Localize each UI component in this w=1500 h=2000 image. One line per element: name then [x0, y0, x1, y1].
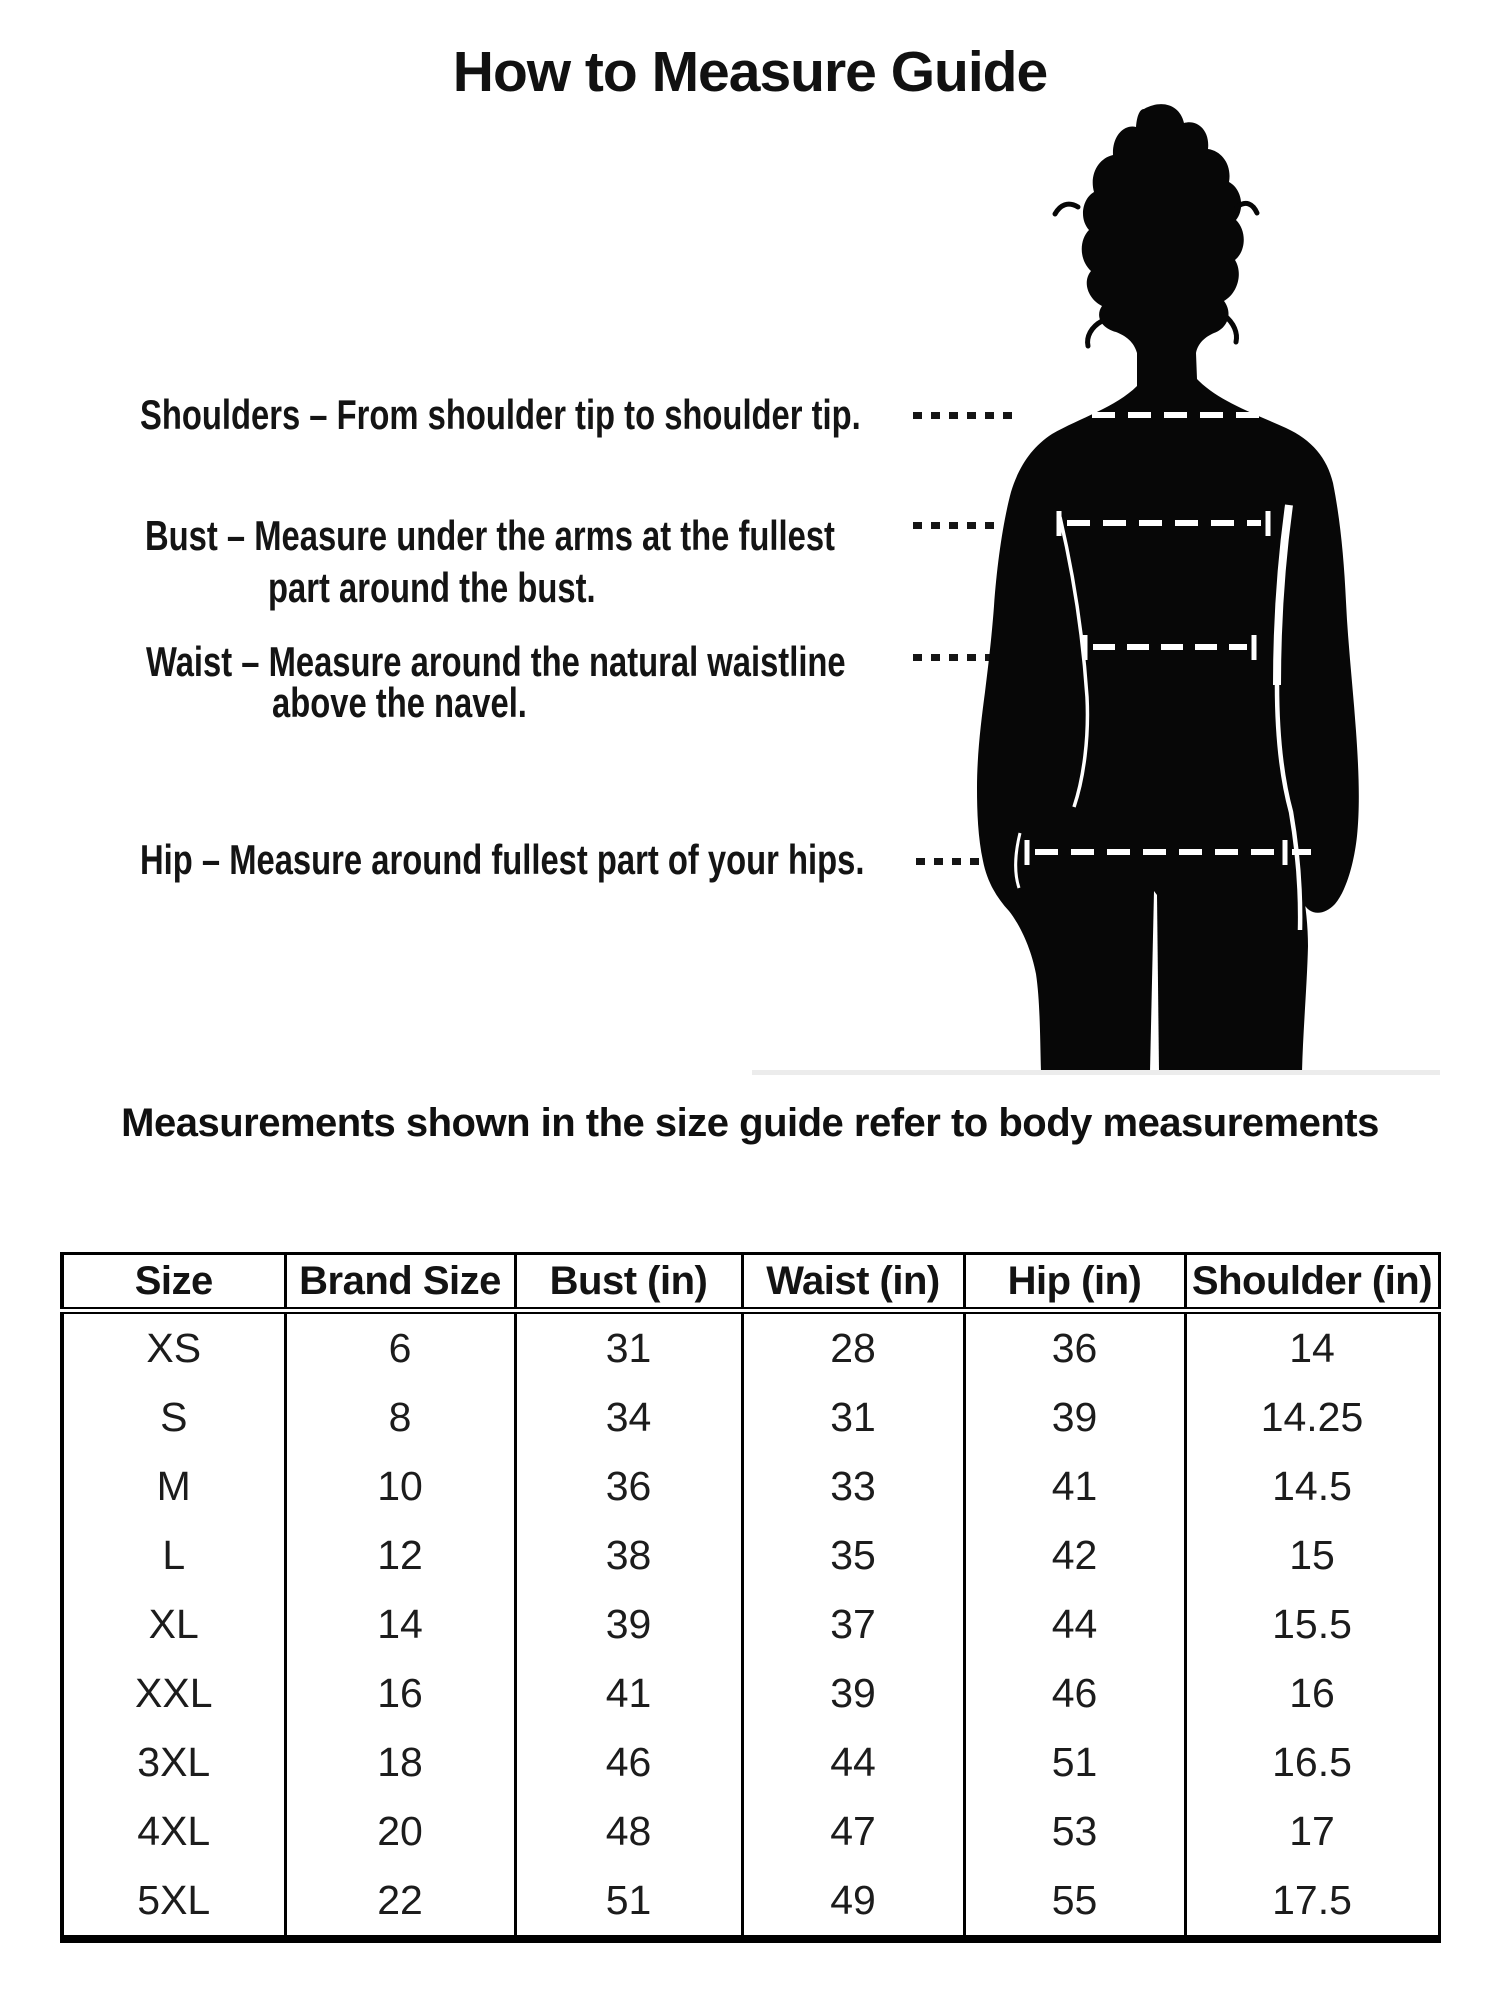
table-row: [62, 1521, 1439, 1590]
value-cell: 14.25: [1260, 1394, 1364, 1440]
hip-label: Hip – Measure around fullest part of your hips.: [140, 836, 865, 883]
value-cell: 20: [285, 1797, 515, 1866]
table-row: [62, 1452, 1439, 1521]
table-row: [62, 1383, 1439, 1452]
value-cell: 14: [285, 1590, 515, 1659]
value-cell: 51: [515, 1866, 742, 1939]
value-cell: 28: [742, 1311, 964, 1384]
value-cell: 53: [964, 1797, 1185, 1866]
column-header: Size: [62, 1254, 285, 1311]
column-header: Brand Size: [285, 1254, 515, 1311]
value-cell: 17: [1289, 1808, 1335, 1854]
value-cell: 10: [285, 1452, 515, 1521]
value-cell: 55: [964, 1866, 1185, 1939]
table-row: [62, 1311, 1439, 1384]
value-cell: 39: [742, 1659, 964, 1728]
size-chart-table: [60, 1252, 1441, 1943]
waist-label-line2: above the navel.: [272, 679, 527, 726]
value-cell: 42: [964, 1521, 1185, 1590]
table-header-row: [62, 1254, 1439, 1311]
value-cell: 38: [515, 1521, 742, 1590]
value-cell: 15.5: [1272, 1601, 1352, 1647]
value-cell: 31: [515, 1311, 742, 1384]
shoulders-label: Shoulders – From shoulder tip to shoulder tip.: [140, 391, 861, 438]
value-cell: 35: [742, 1521, 964, 1590]
value-cell: 44: [742, 1728, 964, 1797]
table-row: [62, 1797, 1439, 1866]
value-cell: 36: [515, 1452, 742, 1521]
page-title: How to Measure Guide: [452, 40, 1048, 104]
value-cell: 46: [964, 1659, 1185, 1728]
value-cell: 49: [742, 1866, 964, 1939]
value-cell: 17.5: [1272, 1877, 1352, 1923]
value-cell: 34: [515, 1383, 742, 1452]
column-header: Bust (in): [515, 1254, 742, 1311]
figure-crop-baseline: [752, 1070, 1440, 1075]
value-cell: 51: [964, 1728, 1185, 1797]
column-header: Waist (in): [742, 1254, 964, 1311]
size-cell: 4XL: [62, 1797, 285, 1866]
value-cell: 46: [515, 1728, 742, 1797]
size-cell: XL: [62, 1590, 285, 1659]
column-header: Shoulder (in): [1185, 1254, 1439, 1311]
waist-label-line1: Waist – Measure around the natural waistline: [146, 638, 846, 685]
table-row: [62, 1659, 1439, 1728]
value-cell: 39: [515, 1590, 742, 1659]
bust-label-line2: part around the bust.: [268, 564, 596, 611]
size-cell: 5XL: [62, 1866, 285, 1939]
size-cell: M: [62, 1452, 285, 1521]
value-cell: 48: [515, 1797, 742, 1866]
subheading: Measurements shown in the size guide refer to body measurements: [121, 1101, 1379, 1145]
value-cell: 14: [1289, 1325, 1335, 1371]
value-cell: 12: [285, 1521, 515, 1590]
value-cell: 16.5: [1272, 1739, 1352, 1785]
value-cell: 41: [515, 1659, 742, 1728]
value-cell: 39: [964, 1383, 1185, 1452]
value-cell: 47: [742, 1797, 964, 1866]
value-cell: 16: [285, 1659, 515, 1728]
value-cell: 16: [1289, 1670, 1335, 1716]
value-cell: 18: [285, 1728, 515, 1797]
value-cell: 36: [964, 1311, 1185, 1384]
table-row: [62, 1866, 1439, 1939]
female-silhouette-figure: [940, 85, 1440, 1075]
value-cell: 44: [964, 1590, 1185, 1659]
size-cell: XXL: [62, 1659, 285, 1728]
value-cell: 31: [742, 1383, 964, 1452]
value-cell: 22: [285, 1866, 515, 1939]
value-cell: 8: [285, 1383, 515, 1452]
size-cell: 3XL: [62, 1728, 285, 1797]
table-row: [62, 1590, 1439, 1659]
table-row: [62, 1728, 1439, 1797]
size-cell: S: [62, 1383, 285, 1452]
value-cell: 41: [964, 1452, 1185, 1521]
value-cell: 14.5: [1272, 1463, 1352, 1509]
value-cell: 33: [742, 1452, 964, 1521]
value-cell: 6: [285, 1311, 515, 1384]
column-header: Hip (in): [964, 1254, 1185, 1311]
size-cell: XS: [62, 1311, 285, 1384]
value-cell: 15: [1289, 1532, 1335, 1578]
bust-label-line1: Bust – Measure under the arms at the fullest: [145, 512, 835, 559]
size-cell: L: [62, 1521, 285, 1590]
value-cell: 37: [742, 1590, 964, 1659]
